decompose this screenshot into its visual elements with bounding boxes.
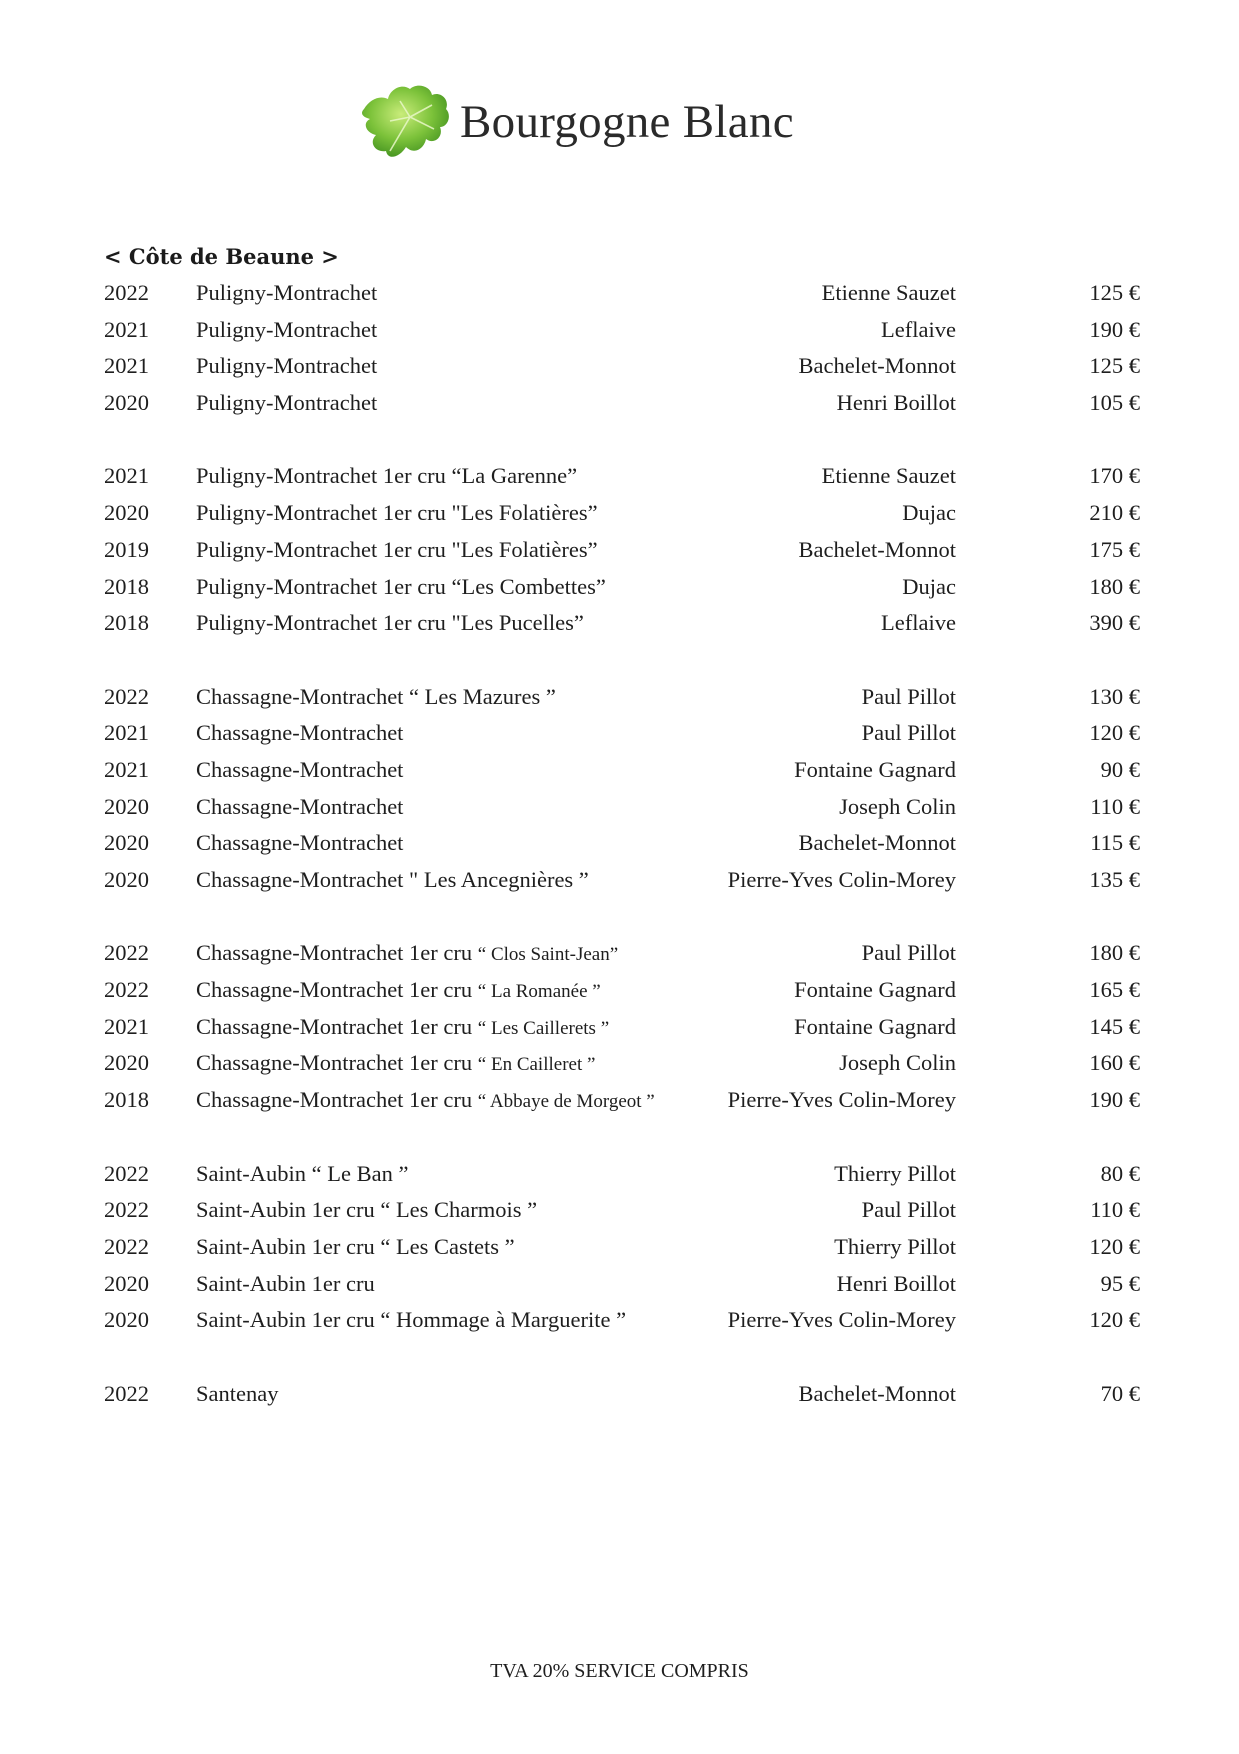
wine-row	[104, 459, 1140, 496]
wine-name	[196, 1050, 595, 1076]
wine-name	[196, 1271, 375, 1297]
wine-producer: Henri Boillot	[836, 1270, 956, 1296]
wine-name	[196, 757, 403, 783]
wine-year: 2022	[104, 280, 149, 305]
wine-appellation: Puligny-Montrachet	[196, 390, 378, 416]
wine-climat: “ Les Caillerets ”	[477, 1017, 610, 1039]
wine-appellation: Chassagne-Montrachet	[196, 830, 404, 856]
wine-appellation: Saint-Aubin “ Le Ban ”	[196, 1160, 409, 1186]
wine-name	[196, 574, 606, 600]
wine-name	[196, 977, 601, 1003]
wine-row	[104, 313, 1140, 350]
wine-appellation: Puligny-Montrachet 1er cru "Les Folatières”	[196, 500, 598, 526]
wine-row	[104, 1193, 1140, 1230]
wine-price: 180 €	[1089, 573, 1140, 599]
wine-producer: Fontaine Gagnard	[794, 1013, 956, 1039]
wine-name	[196, 317, 377, 343]
wine-year: 2022	[104, 1233, 149, 1259]
wine-year: 2021	[104, 720, 149, 746]
wine-name	[196, 720, 403, 746]
wine-name	[196, 794, 403, 820]
wine-year: 2021	[104, 463, 149, 489]
wine-name	[196, 940, 618, 966]
wine-row	[104, 276, 1140, 313]
wine-name	[196, 390, 377, 416]
wine-row	[104, 349, 1140, 386]
wine-list	[104, 276, 1140, 1413]
wine-appellation: Puligny-Montrachet	[196, 353, 378, 379]
wine-appellation: Puligny-Montrachet 1er cru “La Garenne”	[196, 463, 578, 489]
wine-name	[196, 500, 598, 526]
wine-price: 170 €	[1089, 463, 1140, 489]
wine-name	[196, 610, 584, 636]
wine-year: 2020	[104, 500, 149, 526]
wine-year: 2018	[104, 573, 149, 599]
wine-price: 120 €	[1089, 1307, 1140, 1333]
wine-year: 2022	[104, 977, 149, 1003]
wine-year: 2020	[104, 1050, 149, 1076]
wine-appellation: Saint-Aubin 1er cru	[196, 1270, 375, 1296]
wine-row	[104, 1010, 1140, 1047]
wine-name	[196, 1197, 537, 1223]
wine-year: 2019	[104, 536, 149, 562]
wine-name	[196, 1161, 408, 1187]
wine-row	[104, 1046, 1140, 1083]
wine-year: 2020	[104, 1270, 149, 1296]
wine-row	[104, 973, 1140, 1010]
wine-producer: Etienne Sauzet	[821, 280, 956, 305]
wine-price: 70 €	[1100, 1380, 1140, 1406]
group-separator	[104, 1340, 1140, 1377]
wine-row	[104, 1377, 1140, 1414]
wine-row	[104, 680, 1140, 717]
wine-price: 180 €	[1089, 940, 1140, 966]
wine-row	[104, 1267, 1140, 1304]
wine-name	[196, 867, 589, 893]
wine-name	[196, 1087, 655, 1113]
wine-row	[104, 753, 1140, 790]
wine-producer: Paul Pillot	[861, 720, 956, 746]
wine-row	[104, 790, 1140, 827]
wine-appellation: Puligny-Montrachet	[196, 316, 378, 342]
wine-name	[196, 1014, 609, 1040]
wine-climat: “ Abbaye de Morgeot ”	[477, 1091, 655, 1113]
wine-year: 2022	[104, 683, 149, 709]
wine-row	[104, 533, 1140, 570]
wine-name	[196, 1307, 626, 1333]
wine-row	[104, 1303, 1140, 1340]
wine-name	[196, 463, 577, 489]
wine-producer: Joseph Colin	[839, 1050, 956, 1076]
wine-producer: Henri Boillot	[836, 390, 956, 416]
wine-name	[196, 1234, 515, 1260]
group-separator	[104, 1120, 1140, 1157]
wine-price: 145 €	[1089, 1013, 1140, 1039]
wine-producer: Joseph Colin	[839, 793, 956, 819]
wine-row	[104, 826, 1140, 863]
wine-year: 2022	[104, 1380, 149, 1406]
wine-appellation: Chassagne-Montrachet	[196, 793, 404, 819]
wine-name	[196, 537, 598, 563]
wine-appellation: Puligny-Montrachet 1er cru “Les Combettes”	[196, 573, 606, 599]
wine-name	[196, 280, 377, 306]
wine-price: 175 €	[1089, 536, 1140, 562]
wine-producer: Bachelet-Monnot	[798, 536, 956, 562]
wine-price: 95 €	[1100, 1270, 1140, 1296]
wine-appellation: Chassagne-Montrachet " Les Ancegnières ”	[196, 867, 589, 892]
wine-price: 110 €	[1090, 793, 1140, 819]
wine-price: 390 €	[1089, 610, 1140, 636]
wine-price: 130 €	[1089, 683, 1140, 709]
wine-producer: Paul Pillot	[861, 940, 956, 966]
wine-year: 2020	[104, 1307, 149, 1333]
wine-row	[104, 496, 1140, 533]
grape-leaf-icon	[360, 81, 452, 163]
wine-year: 2022	[104, 1160, 149, 1186]
wine-year: 2021	[104, 316, 149, 342]
wine-year: 2020	[104, 830, 149, 856]
wine-price: 80 €	[1100, 1160, 1140, 1186]
group-separator	[104, 423, 1140, 460]
wine-year: 2021	[104, 1013, 149, 1039]
wine-producer: Etienne Sauzet	[821, 463, 956, 489]
wine-row	[104, 1083, 1140, 1120]
wine-name	[196, 684, 556, 710]
wine-appellation: Puligny-Montrachet 1er cru "Les Pucelles”	[196, 610, 584, 636]
wine-producer: Fontaine Gagnard	[794, 977, 956, 1003]
wine-climat: “ En Cailleret ”	[477, 1054, 596, 1076]
wine-appellation: Chassagne-Montrachet	[196, 756, 404, 782]
wine-name	[196, 1381, 278, 1407]
wine-price: 190 €	[1089, 316, 1140, 342]
wine-producer: Dujac	[902, 500, 956, 526]
wine-row	[104, 606, 1140, 643]
wine-row	[104, 1157, 1140, 1194]
wine-producer: Leflaive	[881, 316, 956, 342]
wine-producer: Bachelet-Monnot	[798, 1380, 956, 1406]
wine-producer: Thierry Pillot	[834, 1160, 956, 1186]
wine-producer: Leflaive	[881, 610, 956, 636]
wine-producer: Paul Pillot	[861, 683, 956, 709]
wine-appellation: Chassagne-Montrachet 1er cru	[196, 940, 478, 966]
page-title: Bourgogne Blanc	[460, 96, 794, 148]
wine-producer: Thierry Pillot	[834, 1233, 956, 1259]
footer-note: TVA 20% SERVICE COMPRIS	[490, 1660, 749, 1682]
wine-row	[104, 716, 1140, 753]
wine-row	[104, 936, 1140, 973]
wine-name	[196, 830, 403, 856]
wine-producer: Pierre-Yves Colin-Morey	[727, 867, 956, 892]
wine-row	[104, 863, 1140, 900]
wine-price: 165 €	[1089, 977, 1140, 1003]
wine-row	[104, 570, 1140, 607]
wine-price: 125 €	[1089, 280, 1140, 305]
wine-producer: Paul Pillot	[861, 1197, 956, 1223]
wine-year: 2018	[104, 610, 149, 636]
wine-price: 105 €	[1089, 390, 1140, 416]
wine-appellation: Puligny-Montrachet 1er cru "Les Folatières”	[196, 536, 598, 562]
wine-producer: Bachelet-Monnot	[798, 353, 956, 379]
wine-year: 2020	[104, 390, 149, 416]
wine-price: 125 €	[1089, 353, 1140, 379]
wine-appellation: Chassagne-Montrachet 1er cru	[196, 1050, 478, 1076]
wine-price: 115 €	[1090, 830, 1140, 856]
wine-producer: Pierre-Yves Colin-Morey	[727, 1087, 956, 1113]
wine-appellation: Saint-Aubin 1er cru “ Hommage à Marguerite ”	[196, 1307, 627, 1333]
wine-year: 2021	[104, 353, 149, 379]
wine-appellation: Puligny-Montrachet	[196, 280, 378, 305]
wine-row	[104, 1230, 1140, 1267]
wine-appellation: Chassagne-Montrachet “ Les Mazures ”	[196, 683, 556, 709]
wine-name	[196, 353, 377, 379]
wine-producer: Bachelet-Monnot	[798, 830, 956, 856]
wine-year: 2020	[104, 867, 149, 892]
wine-price: 110 €	[1090, 1197, 1140, 1223]
wine-appellation: Santenay	[196, 1380, 279, 1406]
wine-producer: Pierre-Yves Colin-Morey	[727, 1307, 956, 1333]
group-separator	[104, 900, 1140, 937]
wine-price: 120 €	[1089, 720, 1140, 746]
wine-appellation: Chassagne-Montrachet 1er cru	[196, 1087, 478, 1113]
section-title: < Côte de Beaune >	[104, 244, 339, 269]
wine-price: 210 €	[1089, 500, 1140, 526]
wine-appellation: Saint-Aubin 1er cru “ Les Castets ”	[196, 1233, 515, 1259]
wine-appellation: Chassagne-Montrachet 1er cru	[196, 977, 478, 1003]
wine-climat: “ Clos Saint-Jean”	[477, 944, 619, 966]
group-separator	[104, 643, 1140, 680]
wine-row	[104, 386, 1140, 423]
wine-price: 160 €	[1089, 1050, 1140, 1076]
wine-year: 2021	[104, 756, 149, 782]
wine-year: 2022	[104, 940, 149, 966]
wine-year: 2018	[104, 1087, 149, 1113]
wine-producer: Fontaine Gagnard	[794, 756, 956, 782]
page-header	[360, 72, 794, 172]
wine-year: 2020	[104, 793, 149, 819]
wine-appellation: Chassagne-Montrachet	[196, 720, 404, 746]
wine-price: 90 €	[1100, 756, 1140, 782]
wine-price: 120 €	[1089, 1233, 1140, 1259]
wine-appellation: Chassagne-Montrachet 1er cru	[196, 1013, 478, 1039]
wine-year: 2022	[104, 1197, 149, 1223]
wine-climat: “ La Romanée ”	[477, 981, 601, 1003]
wine-price: 190 €	[1089, 1087, 1140, 1113]
wine-producer: Dujac	[902, 573, 956, 599]
wine-appellation: Saint-Aubin 1er cru “ Les Charmois ”	[196, 1197, 538, 1223]
wine-price: 135 €	[1089, 867, 1140, 892]
